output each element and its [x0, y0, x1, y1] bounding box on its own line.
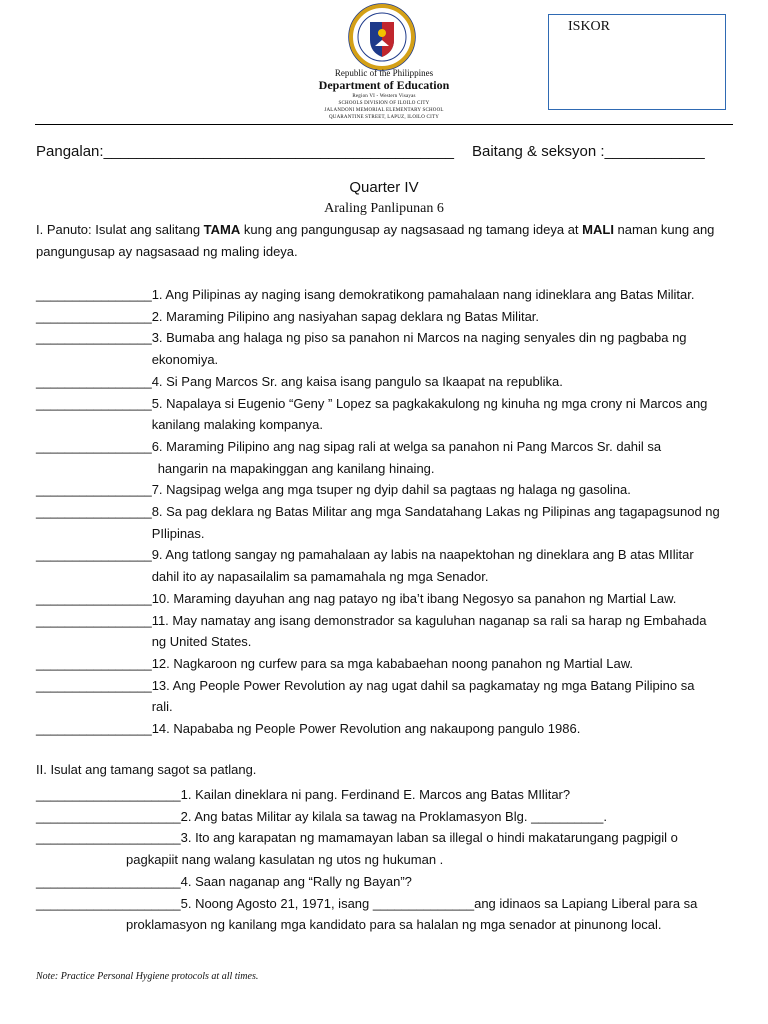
- question-text: 10. Maraming dayuhan ang nag patayo ng iba’t ibang Negosyo sa panahon ng Martial Law.: [151, 590, 677, 606]
- question-text: 2. Ang batas Militar ay kilala sa tawag na Proklamasyon Blg. __________.: [180, 808, 607, 824]
- department-title: Department of Education: [318, 78, 450, 92]
- answer-blank[interactable]: ________________: [36, 308, 152, 324]
- list-item: [36, 675, 744, 718]
- list-item: [36, 544, 744, 587]
- answer-blank[interactable]: ____________________: [36, 873, 181, 889]
- question-text: 4. Si Pang Marcos Sr. ang kaisa isang pangulo sa Ikaapat na republika.: [151, 373, 563, 389]
- answer-blank[interactable]: ________________: [36, 438, 152, 454]
- name-label: Pangalan:: [36, 143, 104, 160]
- address-line: QUARANTINE STREET, LAPUZ, ILOILO CITY: [328, 115, 440, 120]
- question-text: 5. Noong Agosto 21, 1971, isang ______________ang idinaos sa Lapiang Liberal para sa: [180, 895, 698, 911]
- list-item: [36, 436, 744, 479]
- name-field[interactable]: [36, 143, 454, 160]
- answer-blank[interactable]: ________________: [36, 547, 152, 563]
- answer-blank[interactable]: ________________: [36, 330, 152, 346]
- answer-blank[interactable]: ____________________: [36, 830, 181, 846]
- question-text: 12. Nagkaroon ng curfew para sa mga kababaehan noong panahon ng Martial Law.: [151, 655, 634, 671]
- answer-blank[interactable]: ________________: [36, 612, 152, 628]
- question-text: 8. Sa pag deklara ng Batas Militar ang mga Sandatahang Lakas ng Pilipinas ang tagapagsunod ng PIlipinas.: [151, 504, 720, 541]
- question-text: 3. Ito ang karapatan ng mamamayan laban sa illegal o hindi makatarungang pagpigil o: [180, 830, 678, 846]
- section1-items: [36, 284, 744, 740]
- header-divider: [35, 124, 733, 125]
- score-box[interactable]: [548, 14, 726, 110]
- answer-blank[interactable]: ________________: [36, 395, 152, 411]
- list-item: [36, 718, 744, 740]
- question-text: 5. Napalaya si Eugenio “Geny ” Lopez sa pagkakakulong ng kinuha ng mga crony ni Marcos ang kanilang malaking kompanya.: [151, 395, 708, 433]
- answer-blank[interactable]: ________________: [36, 655, 152, 671]
- grade-section-field[interactable]: [472, 143, 705, 160]
- question-text: 1. Ang Pilipinas ay naging isang demokratikong pamahalaan nang idineklara ang Batas Militar.: [151, 287, 695, 302]
- answer-blank[interactable]: ________________: [36, 373, 152, 389]
- grade-blank[interactable]: ____________: [604, 143, 705, 160]
- list-item: [36, 284, 744, 306]
- list-item: [36, 784, 736, 806]
- republic-line: Republic of the Philippines: [334, 68, 434, 78]
- answer-blank[interactable]: ____________________: [36, 787, 181, 802]
- question-text: 9. Ang tatlong sangay ng pamahalaan ay labis na naapektohan ng dineklara ang B atas MIlitar dahil ito ay napasailalim sa pamamahala ng mga Senador.: [151, 547, 694, 585]
- mali-keyword: MALI: [582, 222, 614, 237]
- question-text: 7. Nagsipag welga ang mga tsuper ng dyip dahil sa pagtaas ng halaga ng gasolina.: [151, 482, 631, 498]
- list-item: [36, 501, 744, 544]
- subject-title: Araling Panlipunan 6: [324, 201, 444, 216]
- list-item: [36, 479, 744, 501]
- answer-blank[interactable]: ________________: [36, 504, 152, 520]
- question-text: 6. Maraming Pilipino ang nag sipag rali at welga sa panahon ni Pang Marcos Sr. dahil sa hangarin na mapakinggan ang kanilang hinaing.: [151, 438, 662, 476]
- list-item: [36, 806, 736, 828]
- list-item: [36, 893, 736, 915]
- section2-instructions: II. Isulat ang tamang sagot sa patlang.: [36, 762, 257, 777]
- list-item: [36, 610, 744, 653]
- list-item: [36, 871, 736, 893]
- letterhead: [0, 0, 768, 125]
- question-text: 11. May namatay ang isang demonstrador sa kaguluhan naganap sa rali sa harap ng Embahada ng United States.: [151, 612, 707, 650]
- deped-seal-icon: [342, 2, 422, 72]
- question-text: 3. Bumaba ang halaga ng piso sa panahon ni Marcos na naging senyales din ng pagbaba ng ekonomiya.: [151, 330, 687, 368]
- list-item: [36, 327, 744, 370]
- question-continuation: proklamasyon ng kanilang mga kandidato para sa halalan ng mga senador at pinunong local.: [126, 917, 662, 933]
- answer-blank[interactable]: ________________: [36, 287, 152, 302]
- name-blank[interactable]: __________________________________________: [103, 143, 454, 160]
- tama-keyword: TAMA: [203, 222, 241, 237]
- answer-blank[interactable]: ________________: [36, 721, 152, 737]
- answer-blank[interactable]: ________________: [36, 677, 152, 693]
- section1-instructions: I. Panuto: Isulat ang salitang TAMA kung ang pangungusap ay nagsasaad ng tamang ideya at MALI naman kung ang pangungusap ay nagsasaad ng maling ideya.: [36, 222, 715, 259]
- question-text: 13. Ang People Power Revolution ay nag ugat dahil sa pagkamatay ng mga Batang Pilipino sa rali.: [151, 677, 695, 715]
- question-text: 14. Napababa ng People Power Revolution ang nakaupong pangulo 1986.: [151, 721, 581, 737]
- footer-note: Note: Practice Personal Hygiene protocols at all times.: [36, 971, 259, 982]
- division-line: SCHOOLS DIVISION OF ILOILO CITY: [338, 101, 430, 106]
- question-text: 1. Kailan dineklara ni pang. Ferdinand E. Marcos ang Batas MIlitar?: [180, 787, 571, 802]
- quarter-title: Quarter IV: [349, 179, 419, 196]
- list-item: [36, 306, 744, 328]
- section2-items: [36, 784, 736, 936]
- answer-blank[interactable]: ________________: [36, 482, 152, 498]
- list-item: [36, 393, 744, 436]
- list-item: [36, 588, 744, 610]
- question-continuation: pagkapiit nang walang kasulatan ng utos ng hukuman .: [126, 852, 444, 868]
- list-item: [36, 371, 744, 393]
- score-label: ISKOR: [568, 19, 611, 34]
- answer-blank[interactable]: ____________________: [36, 895, 181, 911]
- list-item: [36, 653, 744, 675]
- region-line: Region VI - Western Visayas: [352, 94, 416, 99]
- question-text: 2. Maraming Pilipino ang nasiyahan sapag deklara ng Batas Militar.: [151, 308, 540, 324]
- grade-label: Baitang & seksyon :: [472, 143, 605, 160]
- list-item: [36, 827, 736, 849]
- answer-blank[interactable]: ________________: [36, 590, 152, 606]
- school-line: JALANDONI MEMORIAL ELEMENTARY SCHOOL: [324, 108, 444, 113]
- answer-blank[interactable]: ____________________: [36, 808, 181, 824]
- question-text: 4. Saan naganap ang “Rally ng Bayan”?: [180, 873, 412, 889]
